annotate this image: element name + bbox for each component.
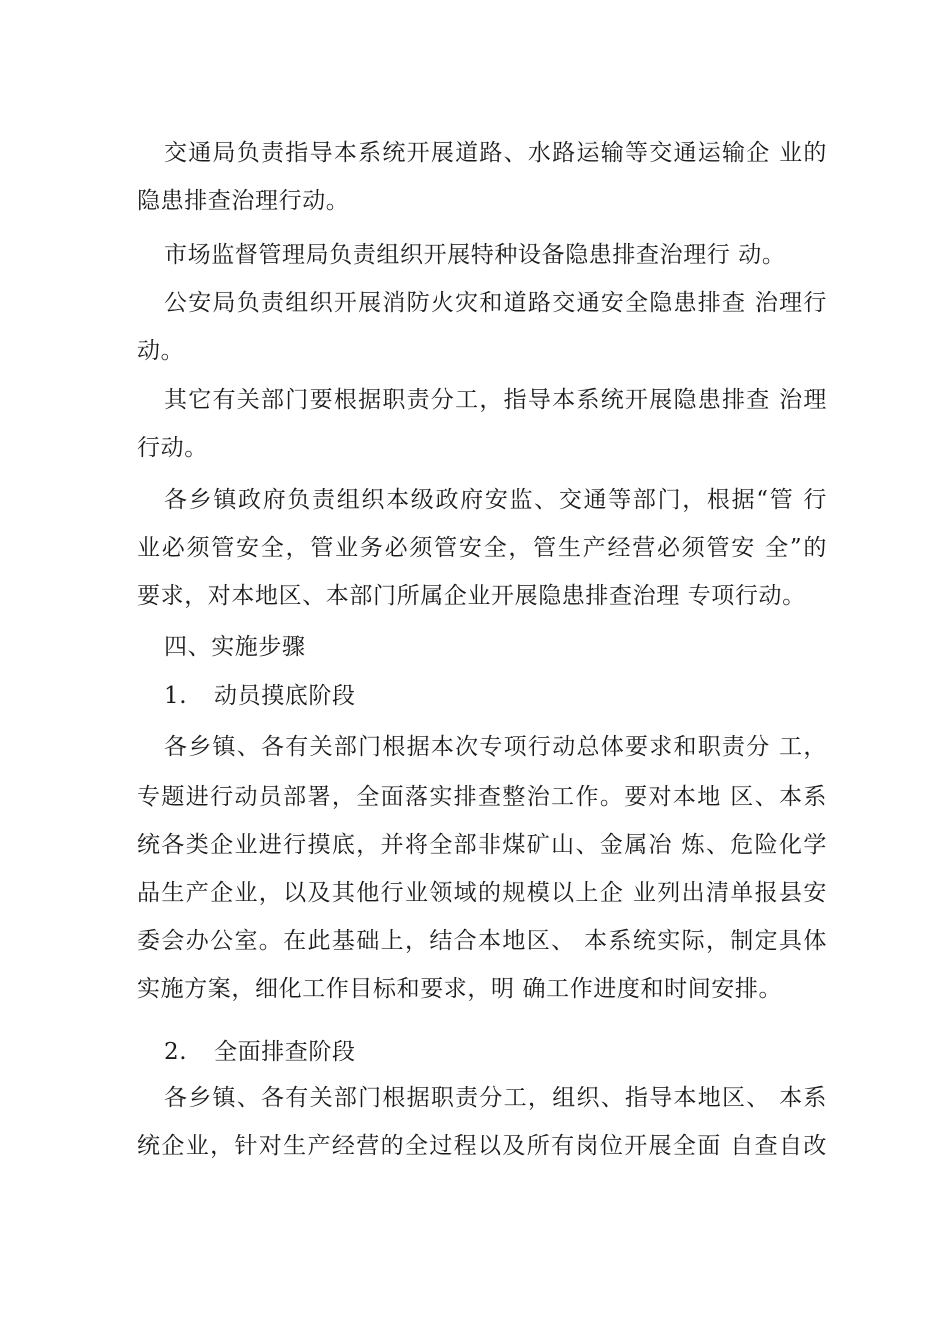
step-1-title: 动员摸底阶段	[214, 683, 356, 709]
paragraph-other-line-2: 行动。	[137, 435, 208, 461]
paragraph-police-line-1: 公安局负责组织开展消防火灾和道路交通安全隐患排查 治理行	[164, 290, 827, 316]
section-heading: 四、实施步骤	[164, 634, 306, 660]
step-1-line-5: 委会办公室。在此基础上，结合本地区、 本系统实际，制定具体	[137, 928, 827, 954]
step-1-line-6: 实施方案，细化工作目标和要求，明 确工作进度和时间安排。	[137, 976, 783, 1002]
step-2-title: 全面排查阶段	[214, 1039, 356, 1065]
paragraph-township-line-3: 要求，对本地区、本部门所属企业开展隐患排查治理 专项行动。	[137, 583, 806, 609]
step-1-heading	[164, 680, 564, 712]
step-2-heading	[164, 1036, 564, 1068]
paragraph-transport-line-2: 隐患排查治理行动。	[137, 188, 350, 214]
step-1-line-4: 品生产企业，以及其他行业领域的规模以上企 业列出清单报县安	[137, 880, 827, 906]
paragraph-market-line-1: 市场监督管理局负责组织开展特种设备隐患排查治理行 动。	[164, 242, 786, 268]
step-2-line-2: 统企业，针对生产经营的全过程以及所有岗位开展全面 自查自改	[137, 1133, 827, 1159]
step-2-number: 2.	[164, 1039, 188, 1065]
step-1-line-1: 各乡镇、各有关部门根据本次专项行动总体要求和职责分 工，	[164, 734, 827, 760]
step-1-number: 1.	[164, 683, 188, 709]
step-1-line-2: 专题进行动员部署，全面落实排查整治工作。要对本地 区、本系	[137, 784, 827, 810]
paragraph-police-line-2: 动。	[137, 338, 185, 364]
step-1-line-3: 统各类企业进行摸底，并将全部非煤矿山、金属冶 炼、危险化学	[137, 832, 827, 858]
step-2-line-1: 各乡镇、各有关部门根据职责分工，组织、指导本地区、 本系	[164, 1085, 827, 1111]
paragraph-transport-line-1: 交通局负责指导本系统开展道路、水路运输等交通运输企 业的	[164, 140, 827, 166]
paragraph-township-line-2: 业必须管安全，管业务必须管安全，管生产经营必须管安 全”的	[137, 535, 827, 561]
paragraph-other-line-1: 其它有关部门要根据职责分工，指导本系统开展隐患排查 治理	[164, 387, 827, 413]
paragraph-township-line-1: 各乡镇政府负责组织本级政府安监、交通等部门，根据“管 行	[164, 487, 827, 513]
